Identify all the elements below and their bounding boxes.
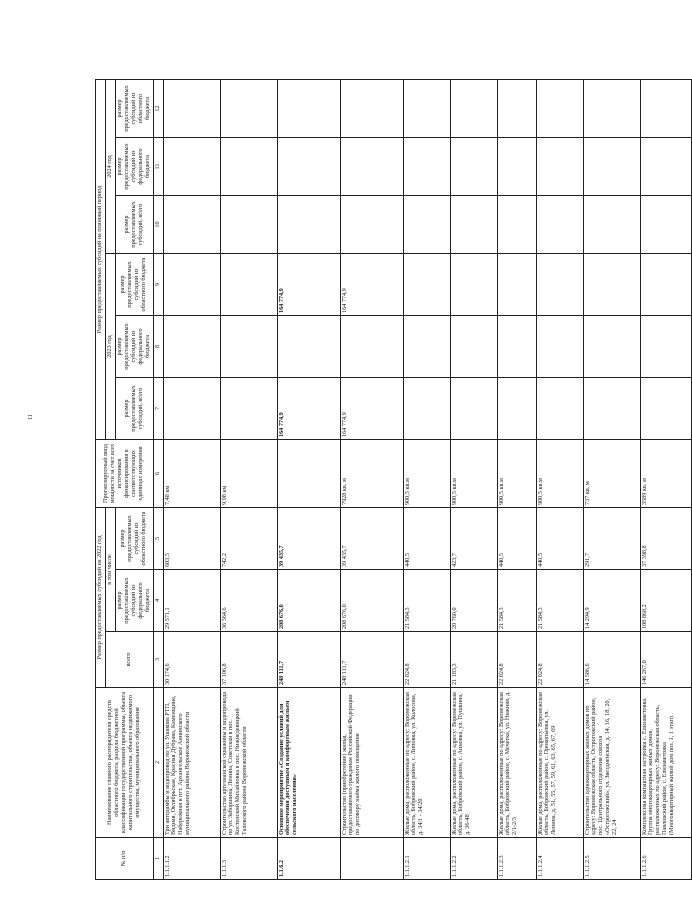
cell-plan-total: 164 774,9 (277, 378, 340, 440)
cell-plan-total (640, 378, 691, 440)
cell-reg: 37 398,8 (640, 508, 691, 570)
table-row (450, 79, 497, 879)
table-body (163, 79, 691, 879)
header-fed-2023: размер предоставляемых субсидий из федерального бюджета (115, 316, 153, 378)
cell-capacity: 7,48 км (163, 440, 220, 508)
header-capacity: Прогнозируемый ввод мощности за счет всех источников финансирования в соответствующих единицах измерения (96, 440, 154, 508)
cell-total: 14 586,6 (583, 632, 640, 688)
table-row (277, 79, 340, 879)
cell-total: 22 024,8 (536, 632, 583, 688)
cell-2023-fed (340, 316, 403, 378)
table-row (640, 79, 691, 879)
cell-2024-total (220, 196, 277, 254)
cell-fed: 36 364,6 (220, 570, 277, 632)
col-number: 9 (153, 254, 163, 316)
page-number: 11 (28, 414, 34, 420)
cell-reg: 423,7 (450, 508, 497, 570)
cell-plan-total (163, 378, 220, 440)
cell-2024-reg (536, 79, 583, 137)
cell-capacity: 737 кв. м (583, 440, 640, 508)
cell-fed: 14 294,9 (583, 570, 640, 632)
cell-plan-total (583, 378, 640, 440)
cell-2024-reg (340, 79, 403, 137)
rotated-table-container (95, 80, 676, 880)
cell-2024-reg (497, 79, 536, 137)
header-total-2023: размер предоставляемых субсидий, всего (115, 378, 153, 440)
cell-2023-fed (450, 316, 497, 378)
cell-2023-reg (583, 254, 640, 316)
cell-num: 1.1.1.3 (220, 838, 277, 880)
cell-num: 1.1.1.2.3 (497, 838, 536, 880)
cell-reg: 440,5 (497, 508, 536, 570)
cell-total: 22 024,8 (497, 632, 536, 688)
cell-2024-total (497, 196, 536, 254)
cell-2024-reg (403, 79, 450, 137)
cell-total: 37 106,8 (220, 632, 277, 688)
cell-name: Строительство (приобретение) жилья, предоставляемого гражданам Российской Федерации по договору найма жилого помещения (340, 688, 403, 838)
header-plan-period: Размер предоставляемых субсидий на плановый период (96, 79, 106, 439)
cell-2024-reg (220, 79, 277, 137)
cell-plan-total (497, 378, 536, 440)
cell-total: 146 267,0 (640, 632, 691, 688)
cell-plan-total: 164 774,9 (340, 378, 403, 440)
header-reg-2024: размер предоставляемых субсидий из областного бюджета (115, 79, 153, 137)
cell-2024-reg (583, 79, 640, 137)
header-fed-2022: размер предоставляемых субсидий из федерального бюджета (115, 570, 153, 632)
cell-name: Основное мероприятие «Создание условий для обеспечения доступным и комфортным жильем сельского населения» (277, 688, 340, 838)
cell-2024-total (536, 196, 583, 254)
table-row (536, 79, 583, 879)
cell-2024-total (640, 196, 691, 254)
cell-capacity: 900,5 кв.м (403, 440, 450, 508)
col-number: 1 (153, 838, 163, 880)
subsidy-table (95, 79, 692, 880)
cell-2023-reg (163, 254, 220, 316)
col-number: 6 (153, 440, 163, 508)
cell-name: Жилые дома, расположенные по адресу: Воронежская область, Бобровский район, с. Анновка, ул. Пушкина, д. 36-48 (450, 688, 497, 838)
cell-num: 1.1.1.2.6 (640, 838, 691, 880)
col-number: 5 (153, 508, 163, 570)
cell-num: 1.1.1.2.2 (450, 838, 497, 880)
cell-2024-fed (640, 138, 691, 196)
header-2022: Размер предоставляемых субсидий на 2022 год (96, 508, 106, 688)
cell-2024-reg (640, 79, 691, 137)
cell-total: 248 111,7 (277, 632, 340, 688)
cell-2024-reg (450, 79, 497, 137)
table-row (497, 79, 536, 879)
col-number: 3 (153, 632, 163, 688)
cell-fed: 21 584,3 (497, 570, 536, 632)
cell-name: Строительство артезианской скважины и водопровода по ул. Заборшина, Ленина, Советская в пос. Костенский Михайловка в пос. Нижнедевицкий Таловского района Воронежской области (220, 688, 277, 838)
cell-plan-total (450, 378, 497, 440)
cell-num: 1.1.1.2.1 (403, 838, 450, 880)
cell-capacity: 900,5 кв.м (536, 440, 583, 508)
table-row (220, 79, 277, 879)
col-number: 2 (153, 688, 163, 838)
cell-reg: 742,2 (220, 508, 277, 570)
cell-capacity: 7928 кв. м (340, 440, 403, 508)
cell-2024-total (277, 196, 340, 254)
cell-fed: 208 676,0 (277, 570, 340, 632)
cell-fed: 20 760,0 (450, 570, 497, 632)
cell-plan-total (536, 378, 583, 440)
cell-name: Жилые дома, расположенные по адресу: Воронежская область, Бобровский район, с. Липовка, ул. Колосова, д. 34/1 - 34/20 (403, 688, 450, 838)
table-row (403, 79, 450, 879)
header-fed-2024: размер предоставляемых субсидий из федерального бюджета (115, 138, 153, 196)
header-total-2024: размер предоставляемых субсидий, всего (115, 196, 153, 254)
col-number: 12 (153, 79, 163, 137)
cell-reg: 39 435,7 (277, 508, 340, 570)
cell-2023-reg (497, 254, 536, 316)
cell-capacity: 900,5 кв.м (450, 440, 497, 508)
header-total: всего (105, 632, 153, 688)
table-row (340, 79, 403, 879)
cell-2024-fed (583, 138, 640, 196)
cell-2024-reg (163, 79, 220, 137)
cell-num: 1.1.1.1.2 (163, 838, 220, 880)
cell-name: Три автодамбы и водопровод по ул. Ушакова РТП, Видная, Октябрьская, Красная Дубрава, Каменщина, Набережная в пгт. Архангельское Аннинского муниципального района Воронежской области (163, 688, 220, 838)
cell-reg: 603,5 (163, 508, 220, 570)
cell-2023-reg: 164 774,9 (340, 254, 403, 316)
cell-plan-total (403, 378, 450, 440)
cell-2024-total (403, 196, 450, 254)
cell-2023-fed (220, 316, 277, 378)
table-row (583, 79, 640, 879)
cell-2023-reg: 164 774,9 (277, 254, 340, 316)
cell-2023-reg (536, 254, 583, 316)
cell-2023-reg (403, 254, 450, 316)
header-reg-2022: размер предоставляемых субсидий из областного бюджета (115, 508, 153, 570)
cell-2023-fed (497, 316, 536, 378)
cell-capacity: 900,5 кв.м (497, 440, 536, 508)
cell-2024-fed (450, 138, 497, 196)
cell-fed: 208 676,0 (340, 570, 403, 632)
cell-reg: 440,5 (403, 508, 450, 570)
cell-num: 1.1.1.2.4 (536, 838, 583, 880)
cell-capacity: 9,98 км (220, 440, 277, 508)
cell-2024-reg (277, 79, 340, 137)
cell-num (340, 838, 403, 880)
cell-fed: 29 571,1 (163, 570, 220, 632)
header-2024: 2024 год (105, 79, 115, 253)
cell-2023-reg (220, 254, 277, 316)
cell-2023-fed (277, 316, 340, 378)
cell-plan-total (220, 378, 277, 440)
cell-reg: 291,7 (583, 508, 640, 570)
cell-total: 30 174,6 (163, 632, 220, 688)
cell-reg: 39 435,7 (340, 508, 403, 570)
cell-2024-fed (163, 138, 220, 196)
cell-total: 21 183,3 (450, 632, 497, 688)
cell-2023-fed (536, 316, 583, 378)
cell-2023-fed (403, 316, 450, 378)
header-num: № п/п (96, 838, 154, 880)
col-number: 10 (153, 196, 163, 254)
cell-capacity: 3589 кв. м (640, 440, 691, 508)
cell-name: Жилые дома, расположенные по адресу: Воронежская область, Бобровский район, с. Прокопьевка, ул. Ленина, д. 51, 55, 57, 59, 61, 63, 65, 67, 69 (536, 688, 583, 838)
cell-fed: 21 584,3 (403, 570, 450, 632)
cell-2024-total (163, 196, 220, 254)
col-number: 7 (153, 378, 163, 440)
header-reg-2023: размер предоставляемых субсидий из областного бюджета (115, 254, 153, 316)
cell-2023-fed (163, 316, 220, 378)
header-2023: 2023 год (105, 254, 115, 440)
cell-2023-reg (640, 254, 691, 316)
cell-capacity (277, 440, 340, 508)
cell-2024-total (583, 196, 640, 254)
cell-total: 248 111,7 (340, 632, 403, 688)
cell-2024-total (450, 196, 497, 254)
cell-fed: 108 868,2 (640, 570, 691, 632)
cell-2024-fed (277, 138, 340, 196)
cell-2024-fed (497, 138, 536, 196)
table-header (96, 79, 164, 879)
cell-2024-total (340, 196, 403, 254)
col-number: 11 (153, 138, 163, 196)
cell-2024-fed (403, 138, 450, 196)
cell-num: 1.1.6.2 (277, 838, 340, 880)
cell-total: 22 024,8 (403, 632, 450, 688)
cell-name: Жилые дома, расположенные по адресу: Воронежская область, Бобровский район, с. Мечетка, ул. Нижняя, д. 2/1-2/3 (497, 688, 536, 838)
cell-reg: 440,5 (536, 508, 583, 570)
cell-2023-fed (583, 316, 640, 378)
cell-num: 1.1.1.2.5 (583, 838, 640, 880)
cell-fed: 21 584,3 (536, 570, 583, 632)
cell-2024-fed (220, 138, 277, 196)
header-name: Наименование главного распорядителя средств областного бюджета, раздела бюджетной классификации государственной программы, объекта капитального строительства, объекта недвижимого имущества, муниципального образования (96, 688, 154, 838)
cell-2024-fed (340, 138, 403, 196)
col-number: 8 (153, 316, 163, 378)
cell-2024-fed (536, 138, 583, 196)
cell-name: Комплексная компактная застройка с. Елизаветовка. Группа многоквартирных жилых домов, расположенных по адресу: Воронежская область, Павловский район, с. Елизаветовка (Многоквартирный жилой дом поз. 1, 1 этап) (640, 688, 691, 838)
table-row (163, 79, 220, 879)
cell-name: Строительство одноквартирных жилых домов по адресу: Воронежская область, Острогожский район, пос. Центрального отделения совхоза «Острогожский», ул. Звездненская, д. 14, 16, 18, 20, 22, 24 (583, 688, 640, 838)
header-incl: в том числе (105, 508, 115, 632)
cell-2023-fed (640, 316, 691, 378)
cell-2023-reg (450, 254, 497, 316)
column-number-row (153, 79, 163, 879)
col-number: 4 (153, 570, 163, 632)
